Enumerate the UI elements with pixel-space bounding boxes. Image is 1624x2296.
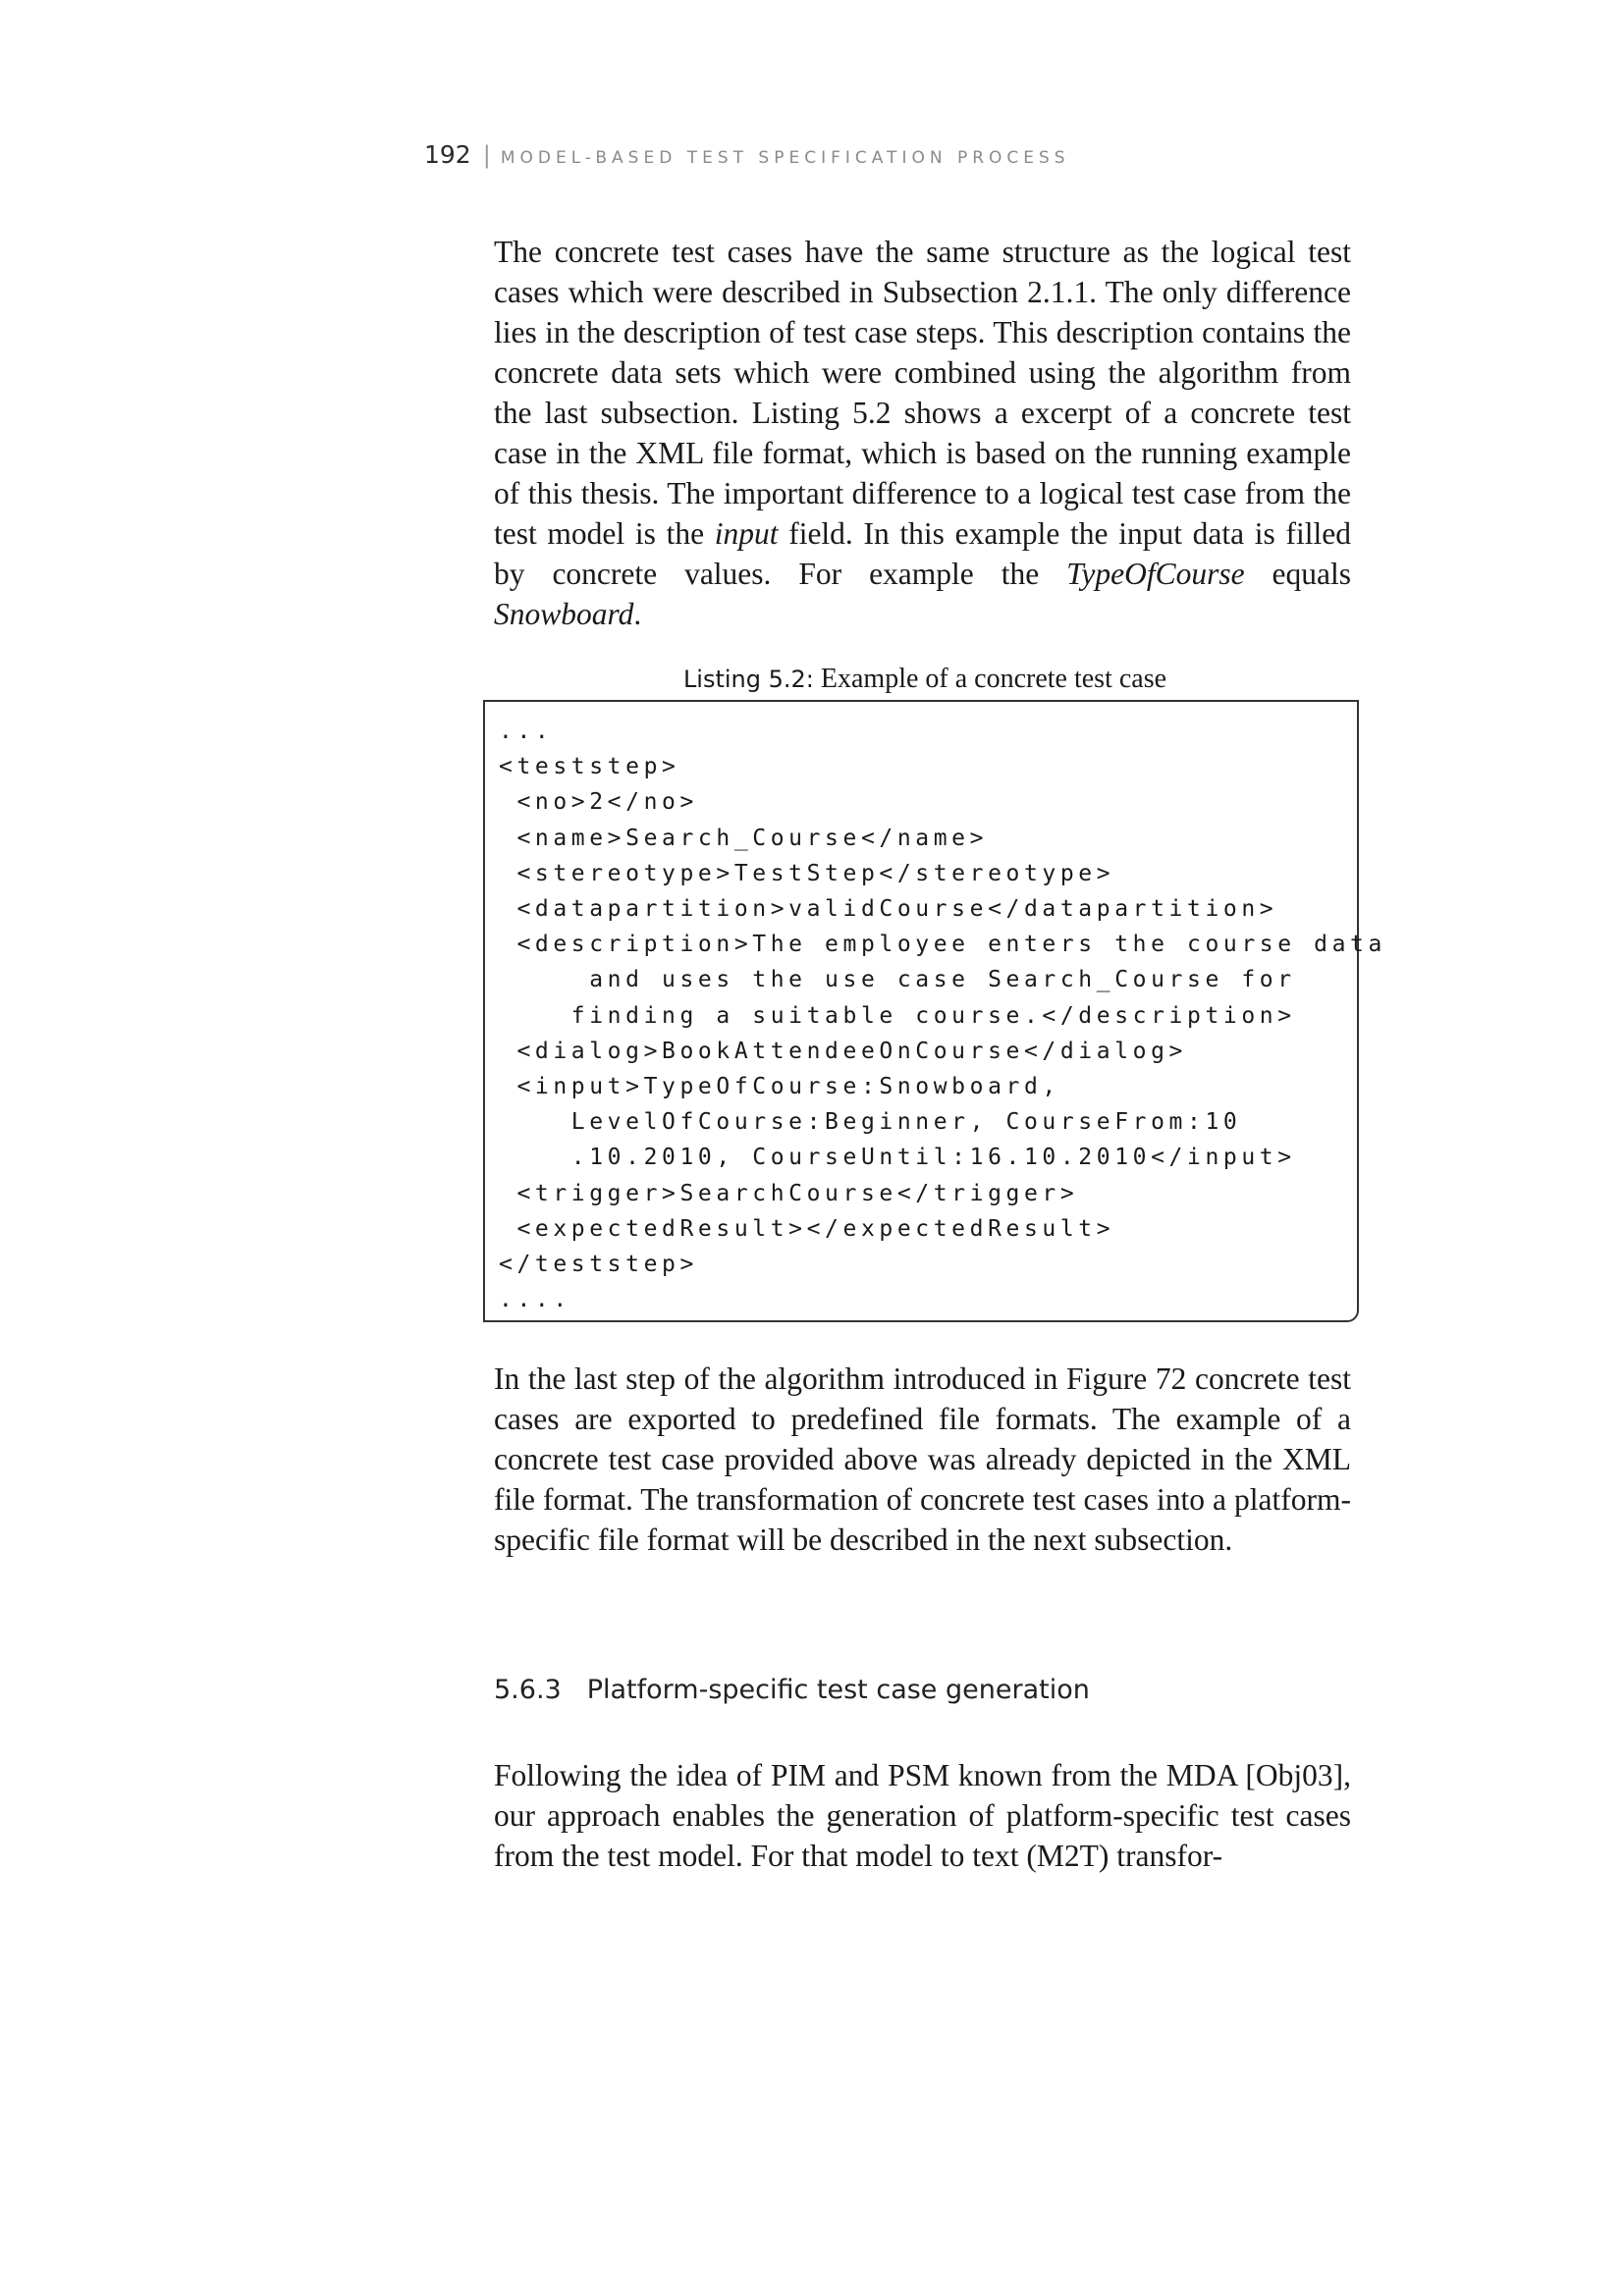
paragraph-intro bbox=[494, 232, 1351, 634]
listing-caption-text: Example of a concrete test case bbox=[820, 664, 1167, 694]
text-span: . bbox=[633, 597, 642, 631]
listing-label: Listing 5.2: bbox=[682, 666, 814, 693]
paragraph-export-text: In the last step of the algorithm introduced in Figure 72 concrete test cases are exported to predefined file formats. The example of a concrete test case provided above was already depicted in the XML file format. The transformation of concrete test cases into a platform-specific file format will be described in the next subsection. bbox=[494, 1362, 1351, 1557]
text-span: equals bbox=[1244, 557, 1352, 591]
page-number: 192 bbox=[424, 140, 471, 169]
code-listing-text: ... <teststep> <no>2</no> <name>Search_Course</name> <stereotype>TestStep</stereotype> <datapartition>validCourse</datapartition> <description>The employee enters the course data and uses the use case Search_Course for finding a suitable course.</description> <dialog>BookAttendeeOnCourse</dialog> <input>TypeOfCourse:Snowboard, LevelOfCourse:Beginner, CourseFrom:10 .10.2010, CourseUntil:16.10.2010</input> <trigger>SearchCourse</trigger> <expectedResult></expectedResult> </teststep> .... bbox=[499, 719, 1386, 1313]
paragraph-platform-text: Following the idea of PIM and PSM known from the MDA [Obj03], our approach enables the generation of platform-specific test cases from the test model. For that model to text (M2T) transfor- bbox=[494, 1758, 1351, 1873]
listing-caption bbox=[483, 662, 1367, 697]
emphasis-input: input bbox=[714, 516, 779, 551]
section-number: 5.6.3 bbox=[494, 1675, 562, 1705]
section-heading bbox=[494, 1671, 1090, 1710]
emphasis-type-of-course: TypeOfCourse bbox=[1066, 557, 1245, 591]
running-title: MODEL-BASED TEST SPECIFICATION PROCESS bbox=[500, 148, 1070, 168]
header-separator: | bbox=[482, 141, 491, 169]
running-header bbox=[424, 135, 1070, 175]
emphasis-snowboard: Snowboard bbox=[494, 597, 634, 631]
code-listing bbox=[483, 700, 1386, 1322]
paragraph-intro-text bbox=[494, 232, 1351, 634]
text-span: The concrete test cases have the same structure as the logical test cases which were described in Subsection 2.1.1. The only difference lies in the description of test case steps. This description contains the concrete data sets which were combined using the algorithm from the last subsection. Listing 5.2 shows a excerpt of a concrete test case in the XML file format, which is based on the running example of this thesis. The important difference to a logical test case from the test model is the bbox=[494, 235, 1351, 551]
section-title: Platform-specific test case generation bbox=[586, 1675, 1090, 1705]
text-span: field. In this example the input data is filled by concrete values. For example the bbox=[494, 516, 1351, 591]
paragraph-platform bbox=[494, 1755, 1351, 1876]
paragraph-export bbox=[494, 1359, 1351, 1560]
